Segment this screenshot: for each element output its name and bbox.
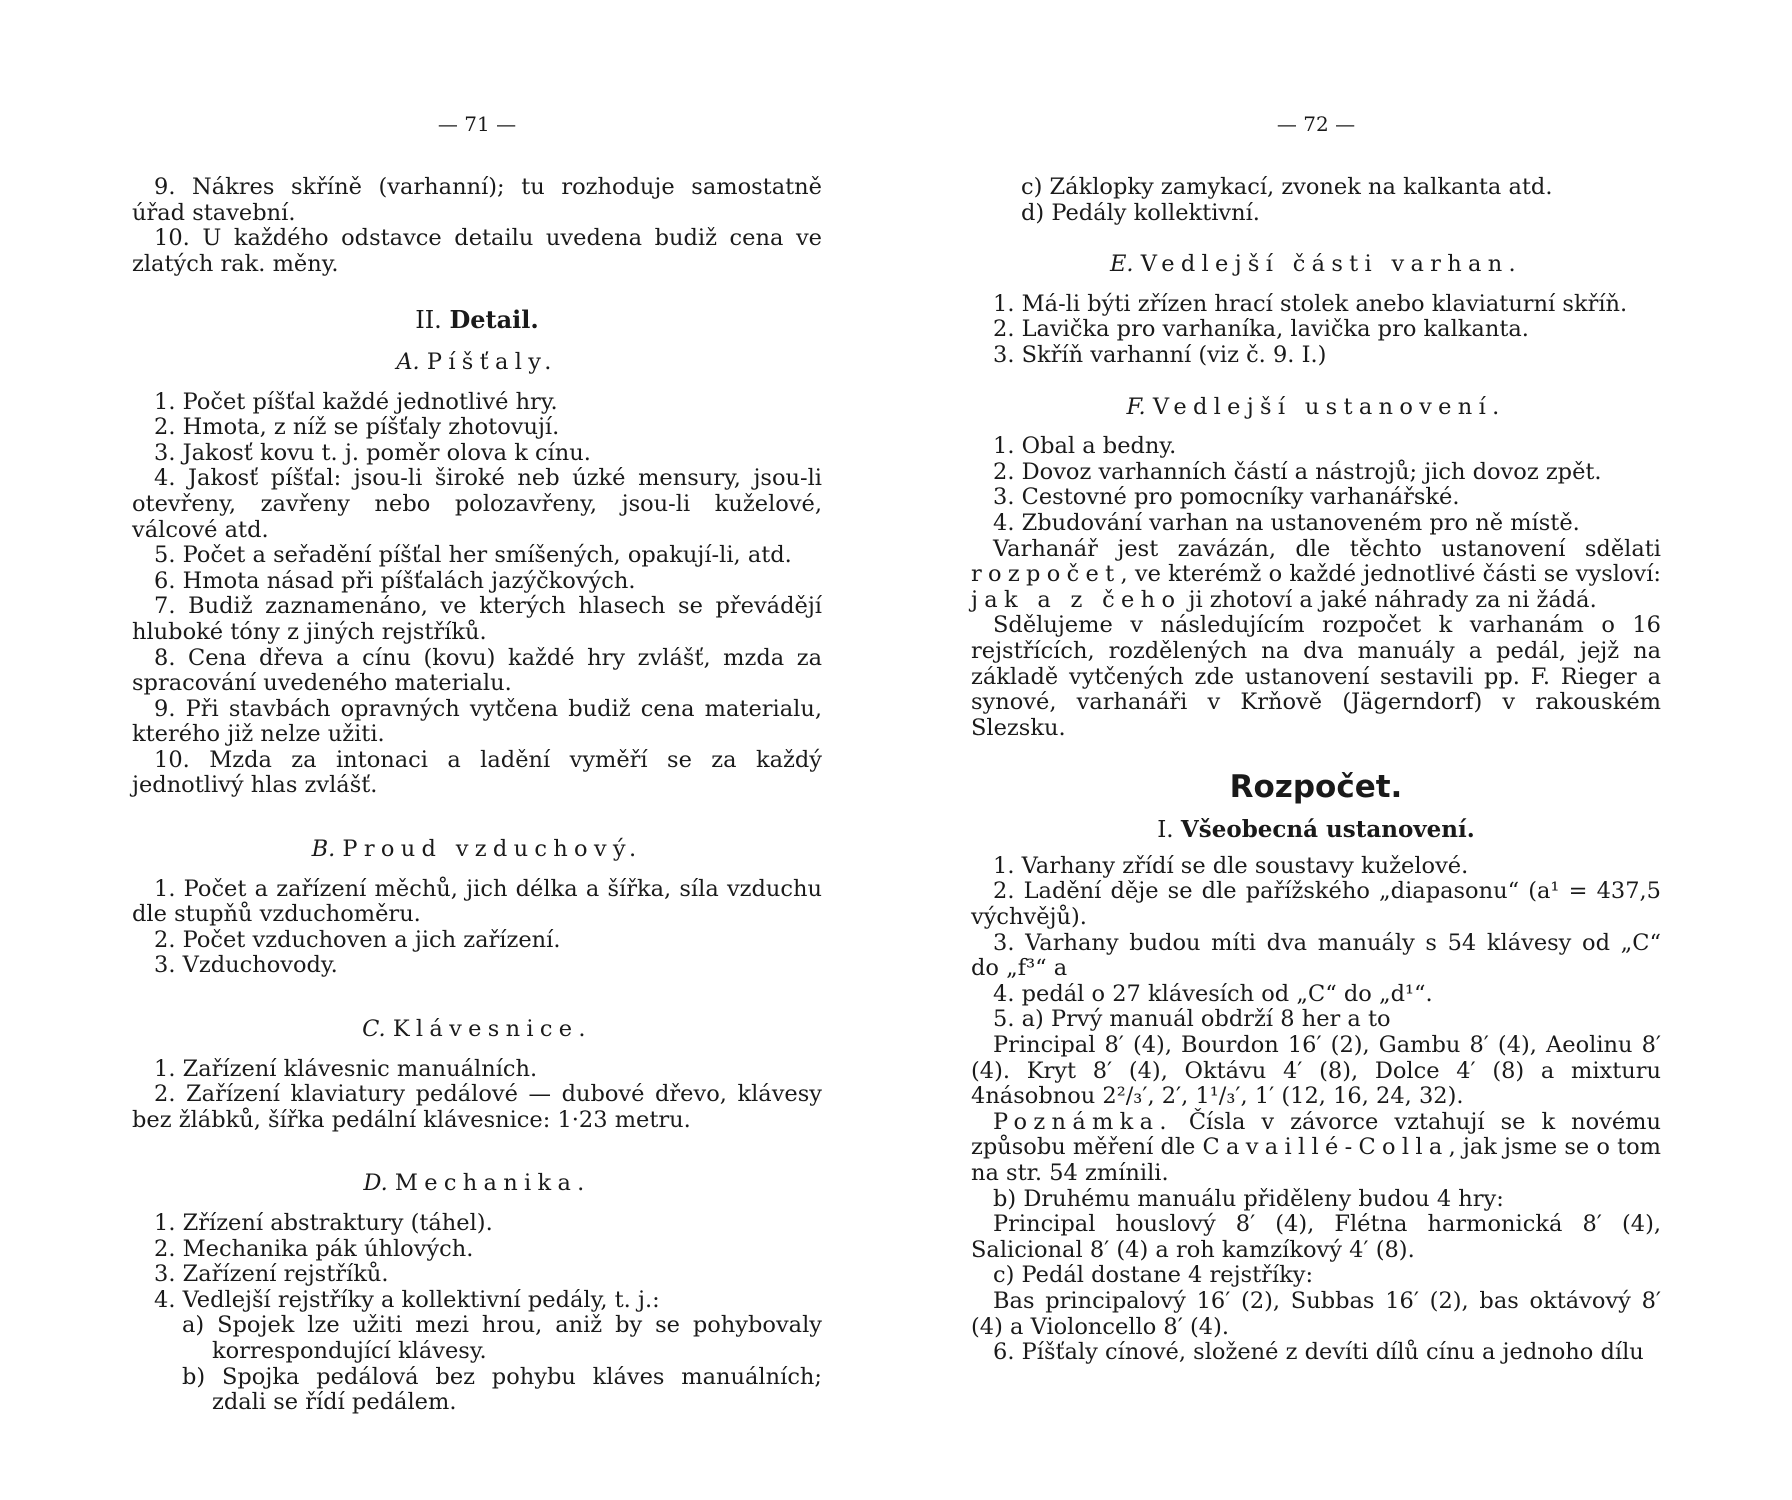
list-item: 4. pedál o 27 klávesích od „C“ do „d¹“. — [993, 980, 1433, 1007]
main-heading: Rozpočet. — [1229, 769, 1403, 806]
heading-title: Všeobecná ustanovení. — [1180, 816, 1475, 844]
list-item: b) Druhému manuálu přiděleny budou 4 hry: — [993, 1185, 1504, 1212]
list-item: 2. Lavička pro varhaníka, lavička pro kalkanta. — [993, 316, 1529, 343]
paragraph: 9. Nákres skříně (varhanní); tu rozhoduje samostatně úřad stavební. — [132, 174, 822, 226]
heading-letter: D. — [363, 1170, 388, 1197]
text-run: , ve kterémž o každé jednotlivé části se vysloví: — [1120, 561, 1661, 588]
heading-letter: A. — [396, 348, 420, 375]
list-item: 5. Počet a seřadění píšťal her smíšených, opakují-li, atd. — [154, 542, 792, 569]
heading-number: I. — [1157, 817, 1174, 844]
heading-title: Detail. — [449, 305, 539, 335]
stop-list: Principal 8′ (4), Bourdon 16′ (2), Gambu 8′ (4), Aeolinu 8′ (4). Kryt 8′ (4), Oktávu 4′ (8), Dolce 4′ (8) a mixturu 4násobnou 2²/₃′, 2′, 1¹/₃′, 1′ (12, 16, 24, 32). — [971, 1032, 1661, 1110]
list-item: 1. Počet a zařízení měchů, jich délka a šířka, síla vzduchu dle stupňů vzduchoměru. — [132, 875, 822, 928]
list-item: 1. Zřízení abstraktury (táhel). — [154, 1210, 493, 1236]
text-run: Varhanář jest zavázán, dle těchto ustanovení sdělati — [993, 535, 1661, 562]
subsection-heading-e — [971, 252, 1661, 278]
paragraph: Sdělujeme v následujícím rozpočet k varhanám o 16 rejstřících, rozdělených na dva manuály a pedál, jejž na základě vytčených zde ustanovení sestavili pp. F. Rieger a synové, varhanáři v Krňově (Jägerndorf) v rakouském Slezsku. — [971, 612, 1661, 741]
stop-list: Bas principalový 16′ (2), Subbas 16′ (2), bas oktávový 8′ (4) a Violoncello 8′ (4). — [971, 1287, 1661, 1340]
heading-title: Vedlejší části varhan. — [1140, 251, 1522, 278]
text-run: , jak jsme se o tom na str. 54 zmínili. — [971, 1134, 1662, 1186]
spaced-text: rozpočet — [971, 561, 1121, 588]
list-item: 1. Varhany zřídí se dle soustavy kuželové. — [993, 852, 1469, 879]
heading-number: II. — [415, 306, 442, 335]
heading-title: Klávesnice. — [392, 1016, 592, 1043]
sub-list-item: c) Záklopky zamykací, zvonek na kalkanta atd. — [1021, 174, 1553, 200]
spaced-text: Cavaillé-Colla — [1202, 1134, 1449, 1161]
list-item: 3. Jakosť kovu t. j. poměr olova k cínu. — [154, 439, 591, 466]
list-item: 2. Dovoz varhanních částí a nástrojů; jich dovoz zpět. — [993, 458, 1602, 485]
list-item: 1. Počet píšťal každé jednotlivé hry. — [154, 388, 558, 415]
list-item: 2. Ladění děje se dle pařížského „diapasonu“ (a¹ = 437,5 výchvějů). — [971, 878, 1661, 931]
list-item: 2. Počet vzduchoven a jich zařízení. — [154, 926, 561, 953]
list-item: 6. Hmota násad při píšťalách jazýčkových. — [154, 567, 636, 594]
list-item: 6. Píšťaly cínové, složené z devíti dílů cínu a jednoho dílu — [993, 1339, 1644, 1366]
page-number: — 71 — — [437, 112, 517, 136]
list-item: 7. Budiž zaznamenáno, ve kterých hlasech se převádějí hluboké tóny z jiných rejstříků. — [132, 593, 822, 645]
list-item: 8. Cena dřeva a cínu (kovu) každé hry zvlášť, mzda za spracování uvedeného materialu. — [132, 644, 822, 697]
list-item: 3. Skříň varhanní (viz č. 9. I.) — [993, 341, 1327, 368]
page-71 — [132, 0, 822, 1500]
heading-letter: B. — [311, 836, 336, 863]
list-item: 1. Má-li býti zřízen hrací stolek anebo klaviaturní skříň. — [993, 290, 1628, 317]
heading-title: Mechanika. — [394, 1170, 591, 1197]
page-content — [971, 175, 1661, 1366]
paragraph: 10. U každého odstavce detailu uvedena budiž cena ve zlatých rak. měny. — [132, 225, 822, 277]
list-item: 1. Obal a bedny. — [993, 433, 1177, 460]
page-content — [132, 175, 822, 1416]
heading-title: Píšťaly. — [426, 348, 558, 375]
subsection-heading-c — [132, 1017, 822, 1043]
list-item: 2. Zařízení klaviatury pedálové — dubové dřevo, klávesy bez žlábků, šířka pedální klávesnice: 1·23 metru. — [132, 1081, 822, 1133]
heading-title: Vedlejší ustanovení. — [1152, 393, 1506, 420]
list-item: 3. Varhany budou míti dva manuály s 54 klávesy od „C“ do „f³“ a — [971, 929, 1661, 982]
list-item: 2. Hmota, z níž se píšťaly zhotovují. — [154, 414, 560, 441]
sub-list-item: a) Spojek lze užiti mezi hrou, aniž by se pohybovaly korrespondující klávesy. — [182, 1312, 822, 1364]
subsection-heading-d — [132, 1171, 822, 1197]
list-item: 1. Zařízení klávesnic manuálních. — [154, 1055, 538, 1082]
sub-list-item: b) Spojka pedálová bez pohybu kláves manuálních; zdali se řídí pedálem. — [182, 1363, 822, 1416]
paragraph — [971, 537, 1661, 614]
page-72 — [971, 0, 1661, 1500]
heading-letter: F. — [1126, 393, 1146, 420]
heading-title: Proud vzduchový. — [342, 836, 643, 863]
note-paragraph — [971, 1110, 1661, 1187]
spaced-text: jak a z čeho — [971, 586, 1182, 613]
sub-list-item: d) Pedály kollektivní. — [1021, 199, 1260, 226]
list-item: 10. Mzda za intonaci a ladění vyměří se za každý jednotlivý hlas zvlášť. — [132, 746, 822, 799]
section-heading-detail — [132, 307, 822, 334]
section-heading-general — [971, 817, 1661, 844]
list-item: 4. Zbudování varhan na ustanoveném pro ně místě. — [993, 509, 1580, 536]
list-item: 3. Vzduchovody. — [154, 952, 338, 979]
list-item: 2. Mechanika pák úhlových. — [154, 1235, 474, 1262]
heading-letter: C. — [362, 1016, 386, 1043]
heading-letter: E. — [1109, 251, 1134, 278]
list-item: 4. Jakosť píšťal: jsou-li široké neb úzké mensury, jsou-li otevřeny, zavřeny nebo polozavřeny, jsou-li kuželové, válcové atd. — [132, 465, 822, 543]
stop-list: Principal houslový 8′ (4), Flétna harmonická 8′ (4), Salicional 8′ (4) a roh kamzíkový 4′ (8). — [971, 1211, 1661, 1263]
subsection-heading-b — [132, 837, 822, 863]
text-run: ji zhotoví a jaké náhrady za ni žádá. — [1188, 586, 1597, 613]
page-number: — 72 — — [1276, 112, 1356, 136]
list-item: 3. Cestovné pro pomocníky varhanářské. — [993, 484, 1460, 511]
subsection-heading-f — [971, 395, 1661, 421]
text-run: Čísla v závorce vztahují se k novému způsobu měření dle — [971, 1108, 1662, 1161]
list-item: 9. Při stavbách opravných vytčena budiž cena materialu, kterého již nelze užiti. — [132, 695, 822, 748]
list-item: 5. a) Prvý manuál obdrží 8 her a to — [993, 1006, 1391, 1033]
note-label: Poznámka. — [993, 1108, 1173, 1135]
list-item: 3. Zařízení rejstříků. — [154, 1261, 389, 1288]
list-item: 4. Vedlejší rejstříky a kollektivní pedály, t. j.: — [154, 1286, 660, 1313]
subsection-heading-a — [132, 350, 822, 376]
list-item: c) Pedál dostane 4 rejstříky: — [993, 1262, 1314, 1289]
